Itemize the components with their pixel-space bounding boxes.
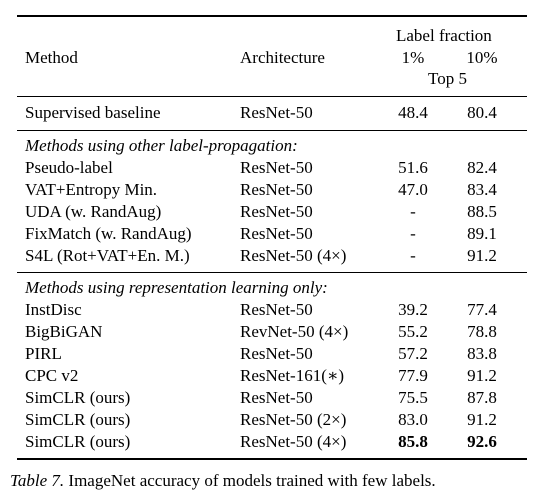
value-10pct-best: 92.6 (467, 432, 497, 451)
value-1pct: 75.5 (398, 388, 428, 407)
arch-cell: ResNet-50 (240, 300, 313, 319)
baseline-rule (17, 130, 527, 131)
value-1pct: 55.2 (398, 322, 428, 341)
arch-cell: ResNet-50 (240, 103, 313, 122)
arch-cell: ResNet-50 (240, 224, 313, 243)
value-10pct: 91.2 (467, 246, 497, 265)
table-caption (10, 470, 436, 492)
header-architecture: Architecture (240, 48, 325, 67)
value-1pct: 47.0 (398, 180, 428, 199)
header-label-fraction: Label fraction (396, 26, 492, 45)
value-1pct: - (410, 246, 416, 265)
method-cell: SimCLR (ours) (25, 388, 131, 407)
section-rule (17, 272, 527, 273)
header-metric: Top 5 (428, 69, 467, 88)
caption-label: Table 7. (10, 471, 65, 490)
arch-cell: ResNet-50 (240, 344, 313, 363)
value-10pct: 82.4 (467, 158, 497, 177)
arch-cell: ResNet-50 (4×) (240, 246, 347, 265)
value-1pct: 48.4 (398, 103, 428, 122)
header-fraction-10: 10% (466, 48, 498, 67)
arch-cell: RevNet-50 (4×) (240, 322, 349, 341)
value-1pct: - (410, 202, 416, 221)
value-10pct: 91.2 (467, 366, 497, 385)
value-1pct: 57.2 (398, 344, 428, 363)
section-title-label-propagation: Methods using other label-propagation: (25, 136, 298, 155)
caption-text: ImageNet accuracy of models trained with few labels. (64, 471, 436, 490)
value-10pct: 80.4 (467, 103, 497, 122)
arch-cell: ResNet-50 (240, 388, 313, 407)
value-10pct: 87.8 (467, 388, 497, 407)
value-1pct-best: 85.8 (398, 432, 428, 451)
method-cell: VAT+Entropy Min. (25, 180, 158, 199)
value-1pct: 83.0 (398, 410, 428, 429)
value-10pct: 77.4 (467, 300, 497, 319)
value-10pct: 83.4 (467, 180, 497, 199)
section-title-representation-learning: Methods using representation learning only: (25, 278, 328, 297)
method-cell: PIRL (25, 344, 62, 363)
value-10pct: 78.8 (467, 322, 497, 341)
method-cell: UDA (w. RandAug) (25, 202, 162, 221)
top-rule (17, 15, 527, 17)
value-10pct: 83.8 (467, 344, 497, 363)
value-1pct: 39.2 (398, 300, 428, 319)
arch-cell: ResNet-50 (240, 180, 313, 199)
value-1pct: 77.9 (398, 366, 428, 385)
arch-cell: ResNet-50 (240, 158, 313, 177)
arch-cell: ResNet-50 (4×) (240, 432, 347, 451)
method-cell: S4L (Rot+VAT+En. M.) (25, 246, 190, 265)
method-cell: Supervised baseline (25, 103, 161, 122)
method-cell: Pseudo-label (25, 158, 113, 177)
arch-cell: ResNet-161(∗) (240, 366, 345, 385)
arch-cell: ResNet-50 (2×) (240, 410, 347, 429)
header-rule (17, 96, 527, 97)
value-1pct: - (410, 224, 416, 243)
value-10pct: 89.1 (467, 224, 497, 243)
method-cell: CPC v2 (25, 366, 79, 385)
value-1pct: 51.6 (398, 158, 428, 177)
arch-cell: ResNet-50 (240, 202, 313, 221)
method-cell: FixMatch (w. RandAug) (25, 224, 192, 243)
method-cell: SimCLR (ours) (25, 410, 131, 429)
header-fraction-1: 1% (401, 48, 425, 67)
method-cell: BigBiGAN (25, 322, 103, 341)
method-cell: SimCLR (ours) (25, 432, 131, 451)
method-cell: InstDisc (25, 300, 82, 319)
value-10pct: 88.5 (467, 202, 497, 221)
header-method: Method (25, 48, 78, 67)
bottom-rule (17, 458, 527, 460)
value-10pct: 91.2 (467, 410, 497, 429)
